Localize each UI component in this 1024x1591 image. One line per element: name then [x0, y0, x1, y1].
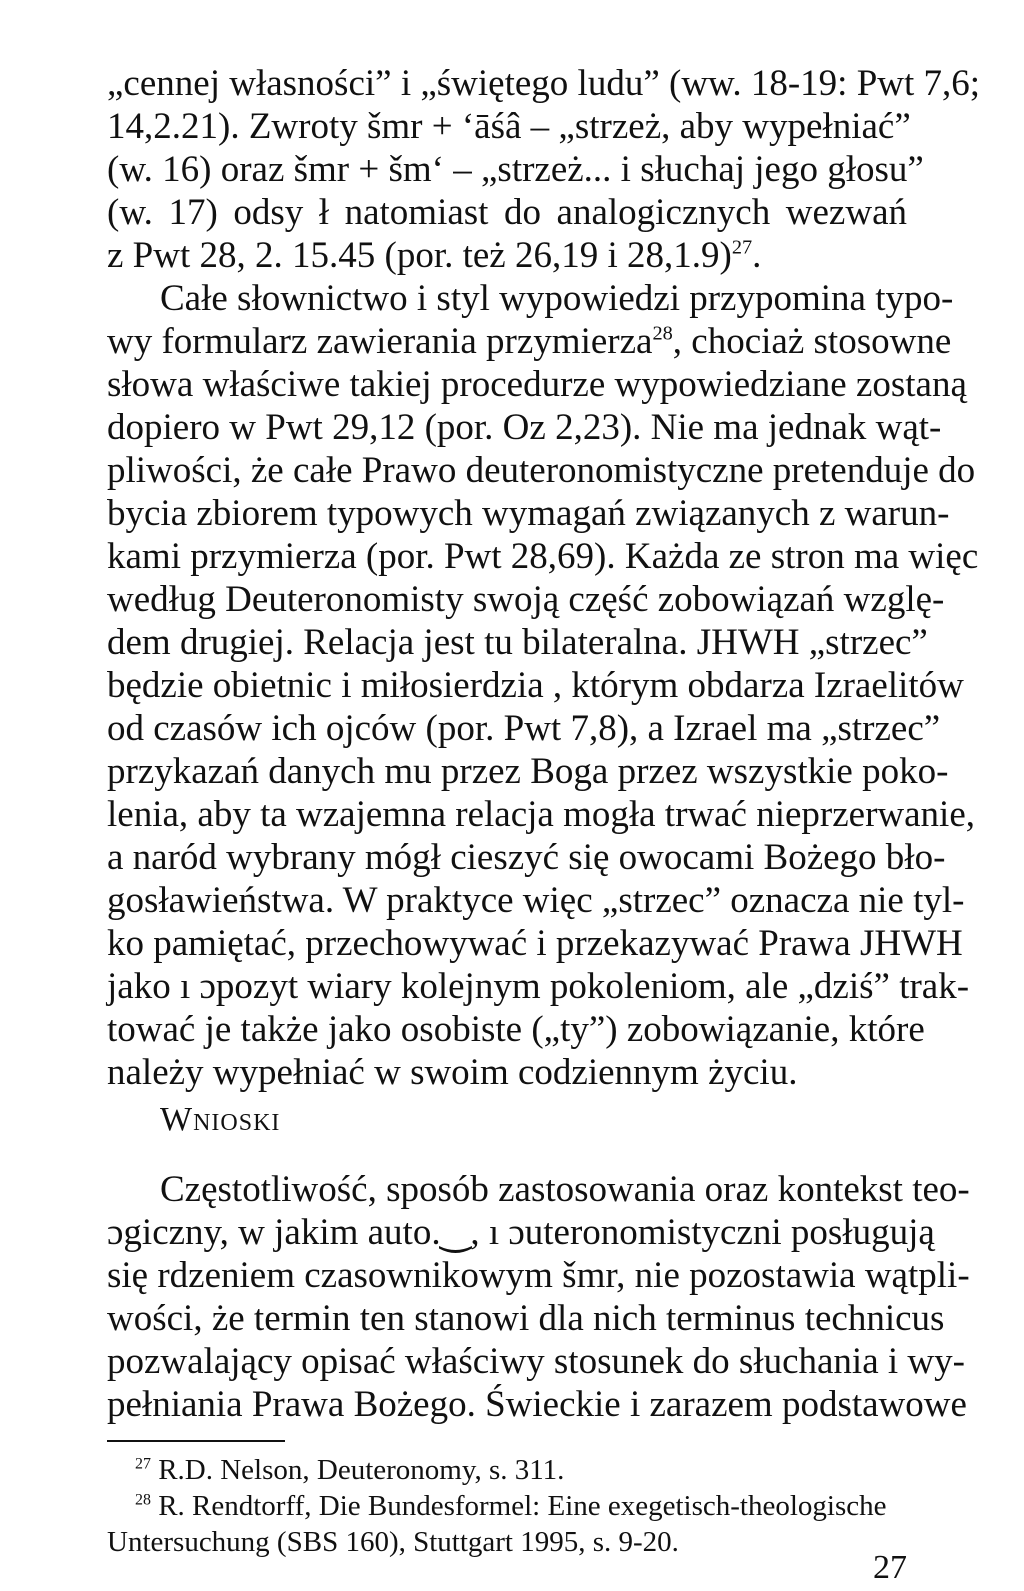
page-number: 27 — [873, 1549, 907, 1586]
body-line: a naród wybrany mógł cieszyć się owocami Bożego bło- — [107, 837, 946, 878]
body-line: według Deuteronomisty swoją część zobowiązań wzglę- — [107, 579, 945, 620]
body-line: kami przymierza (por. Pwt 28,69). Każda ze stron ma więc — [107, 536, 979, 577]
conclusion-line: ɔgiczny, w jakim auto.‿, ı ɔuteronomistyczni posługują — [107, 1212, 935, 1253]
footnote-text: R. Rendtorff, Die Bundesformel: Eine exegetisch-theologische — [158, 1490, 887, 1522]
body-line-text: z Pwt 28, 2. 15.45 (por. też 26,19 i 28,1.9) — [107, 235, 732, 276]
body-line: pliwości, że całe Prawo deuteronomistyczne pretenduje do — [107, 450, 976, 491]
footnote-ref-27: 27 — [731, 236, 753, 259]
body-line: (w. 17) odsy ł natomiast do analogicznych wezwań — [107, 192, 907, 233]
body-line: tować je także jako osobiste („ty”) zobowiązanie, które — [107, 1009, 925, 1050]
conclusion-line: pozwalający opisać właściwy stosunek do słuchania i wy- — [107, 1341, 965, 1382]
footnote-divider — [107, 1440, 285, 1442]
body-line: bycia zbiorem typowych wymagań związanych z warun- — [107, 493, 950, 534]
body-line: od czasów ich ojców (por. Pwt 7,8), a Izrael ma „strzec” — [107, 708, 941, 749]
body-line: 14,2.21). Zwroty šmr + ‘āśâ – „strzeż, aby wypełniać” — [107, 106, 911, 147]
paragraph-start-line: Całe słownictwo i styl wypowiedzi przypomina typo- — [160, 278, 954, 319]
body-line: dopiero w Pwt 29,12 (por. Oz 2,23). Nie ma jednak wąt- — [107, 407, 942, 448]
conclusion-line: Częstotliwość, sposób zastosowania oraz kontekst teo- — [160, 1169, 970, 1210]
body-line: słowa właściwe takiej procedurze wypowiedziane zostaną — [107, 364, 967, 405]
footnote-number: 27 — [135, 1455, 151, 1473]
footnote-27 — [135, 1452, 935, 1488]
body-line: „cennej własności” i „świętego ludu” (ww. 18-19: Pwt 7,6; — [107, 63, 981, 104]
footnote-28 — [135, 1488, 935, 1524]
body-line: należy wypełniać w swoim codziennym życiu. — [107, 1052, 798, 1093]
conclusion-line: się rdzeniem czasownikowym šmr, nie pozostawia wątpli- — [107, 1255, 970, 1296]
body-line: dem drugiej. Relacja jest tu bilateralna. JHWH „strzec” — [107, 622, 928, 663]
footnote-28-continued: Untersuchung (SBS 160), Stuttgart 1995, s. 9-20. — [107, 1526, 679, 1558]
body-line-text: wy formularz zawierania przymierza — [107, 321, 653, 362]
body-line: będzie obietnic i miłosierdzia , którym obdarza Izraelitów — [107, 665, 964, 706]
footnote-text: R.D. Nelson, Deuteronomy, s. 311. — [158, 1454, 565, 1486]
conclusion-line: pełniania Prawa Bożego. Świeckie i zarazem podstawowe — [107, 1384, 967, 1425]
footnote-number: 28 — [135, 1491, 151, 1509]
body-line: lenia, aby ta wzajemna relacja mogła trwać nieprzerwanie, — [107, 794, 976, 835]
section-heading: Wnioski — [160, 1101, 281, 1138]
body-line: (w. 16) oraz šmr + šm‘ – „strzeż... i słuchaj jego głosu” — [107, 149, 924, 190]
body-line-text-tail: , chociaż stosowne — [672, 321, 952, 362]
body-line-with-footnote: z Pwt 28, 2. 15.45 (por. też 26,19 i 28,1.9)$^{27}$. — [107, 235, 762, 276]
body-line: ko pamiętać, przechowywać i przekazywać Prawa JHWH — [107, 923, 963, 964]
body-line: przykazań danych mu przez Boga przez wszystkie poko- — [107, 751, 949, 792]
body-line: gosławieństwa. W praktyce więc „strzec” oznacza nie tyl- — [107, 880, 965, 921]
body-line-with-footnote — [107, 320, 952, 363]
body-line: jako ı ɔpozyt wiary kolejnym pokoleniom, ale „dziś” trak- — [107, 966, 970, 1007]
footnote-ref-28: 28 — [652, 322, 673, 345]
conclusion-line: wości, że termin ten stanowi dla nich terminus technicus — [107, 1298, 945, 1339]
